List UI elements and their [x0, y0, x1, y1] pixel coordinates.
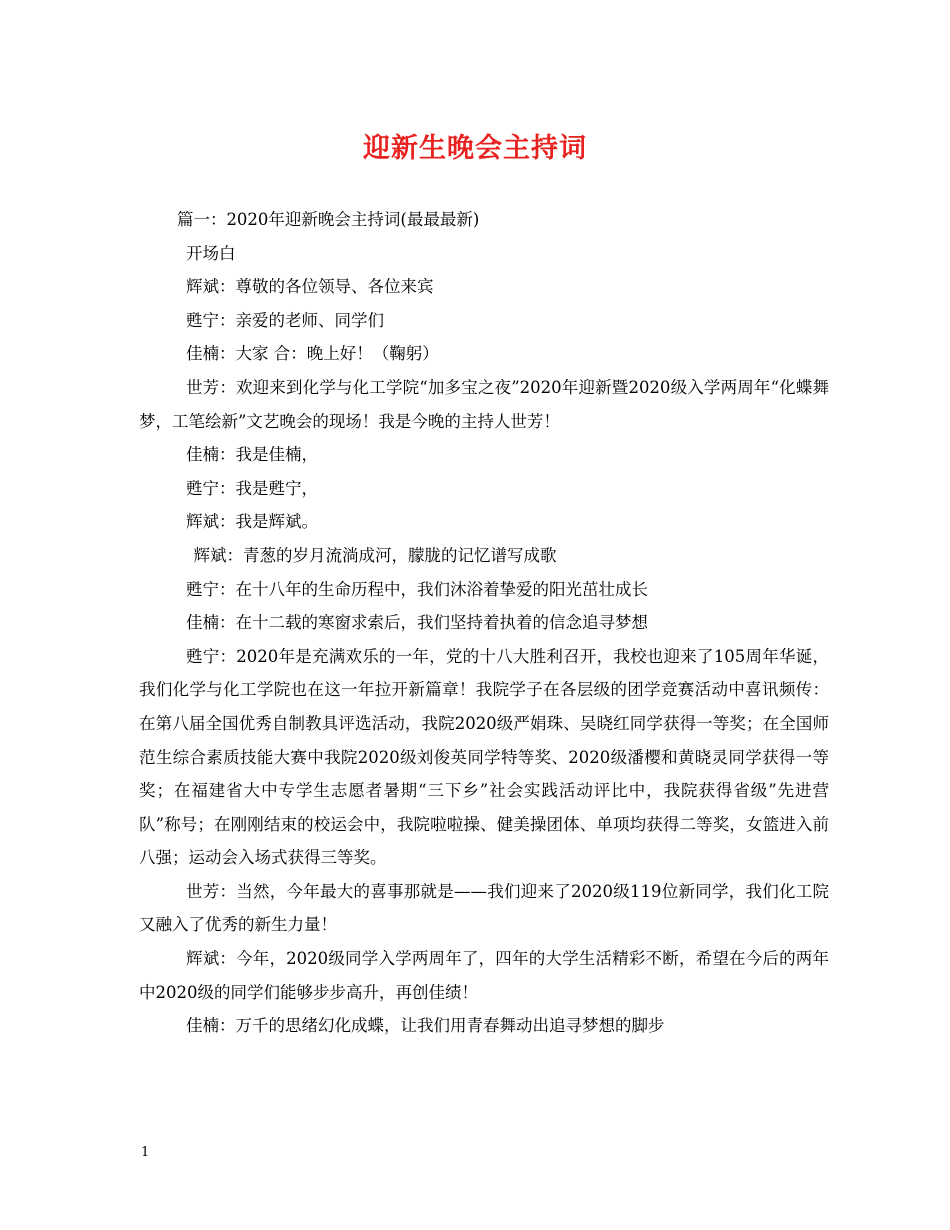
- document-title: 迎新生晚会主持词: [363, 133, 587, 164]
- paragraph: 甦宁：2020年是充满欢乐的一年，党的十八大胜利召开，我校也迎来了105周年华诞，我们化学与化工学院也在这一年拉开新篇章！我院学子在各层级的团学竞赛活动中喜讯频传：在第八届全国优秀自制教具评选活动，我院2020级严娟珠、吴晓红同学获得一等奖；在全国师范生综合素质技能大赛中我院2020级刘俊英同学特等奖、2020级潘樱和黄晓灵同学获得一等奖；在福建省大中专学生志愿者暑期“三下乡”社会实践活动评比中，我院获得省级”先进营队”称号；在刚刚结束的校运会中，我院啦啦操、健美操团体、单项均获得二等奖，女篮进入前八强；运动会入场式获得三等奖。: [139, 646, 829, 868]
- paragraph: 辉斌：尊敬的各位领导、各位来宾: [186, 277, 434, 297]
- paragraph: 佳楠：我是佳楠，: [186, 445, 319, 465]
- paragraph-opening: 开场白: [186, 243, 236, 263]
- paragraph-section-heading: 篇一：2020年迎新晚会主持词(最最最新): [176, 210, 480, 229]
- page-number: 1: [141, 1145, 150, 1160]
- paragraph: 佳楠：在十二载的寒窗求索后，我们坚持着执着的信念追寻梦想: [186, 613, 649, 633]
- paragraph: 辉斌：青葱的岁月流淌成河，朦胧的记忆谱写成歌: [193, 545, 557, 565]
- paragraph: 辉斌：今年，2020级同学入学两周年了，四年的大学生活精彩不断，希望在今后的两年中2020级的同学们能够步步高升，再创佳绩！: [139, 949, 829, 1002]
- document-body: [139, 203, 829, 1043]
- paragraph: 世芳：欢迎来到化学与化工学院“加多宝之夜”2020年迎新暨2020级入学两周年“化蝶舞梦，工笔绘新”文艺晚会的现场！我是今晚的主持人世芳！: [139, 377, 829, 431]
- paragraph: 佳楠：大家 合：晚上好！（鞠躬）: [186, 344, 439, 364]
- paragraph: 甦宁：亲爱的老师、同学们: [186, 310, 385, 330]
- paragraph: 甦宁：我是甦宁，: [186, 478, 319, 498]
- paragraph: 甦宁：在十八年的生命历程中，我们沐浴着挚爱的阳光茁壮成长: [186, 579, 649, 599]
- paragraph: 世芳：当然，今年最大的喜事那就是——我们迎来了2020级119位新同学，我们化工院又融入了优秀的新生力量！: [139, 881, 829, 935]
- paragraph: 佳楠：万千的思绪幻化成蝶，让我们用青春舞动出追寻梦想的脚步: [186, 1016, 665, 1036]
- paragraph: 辉斌：我是辉斌。: [186, 512, 319, 532]
